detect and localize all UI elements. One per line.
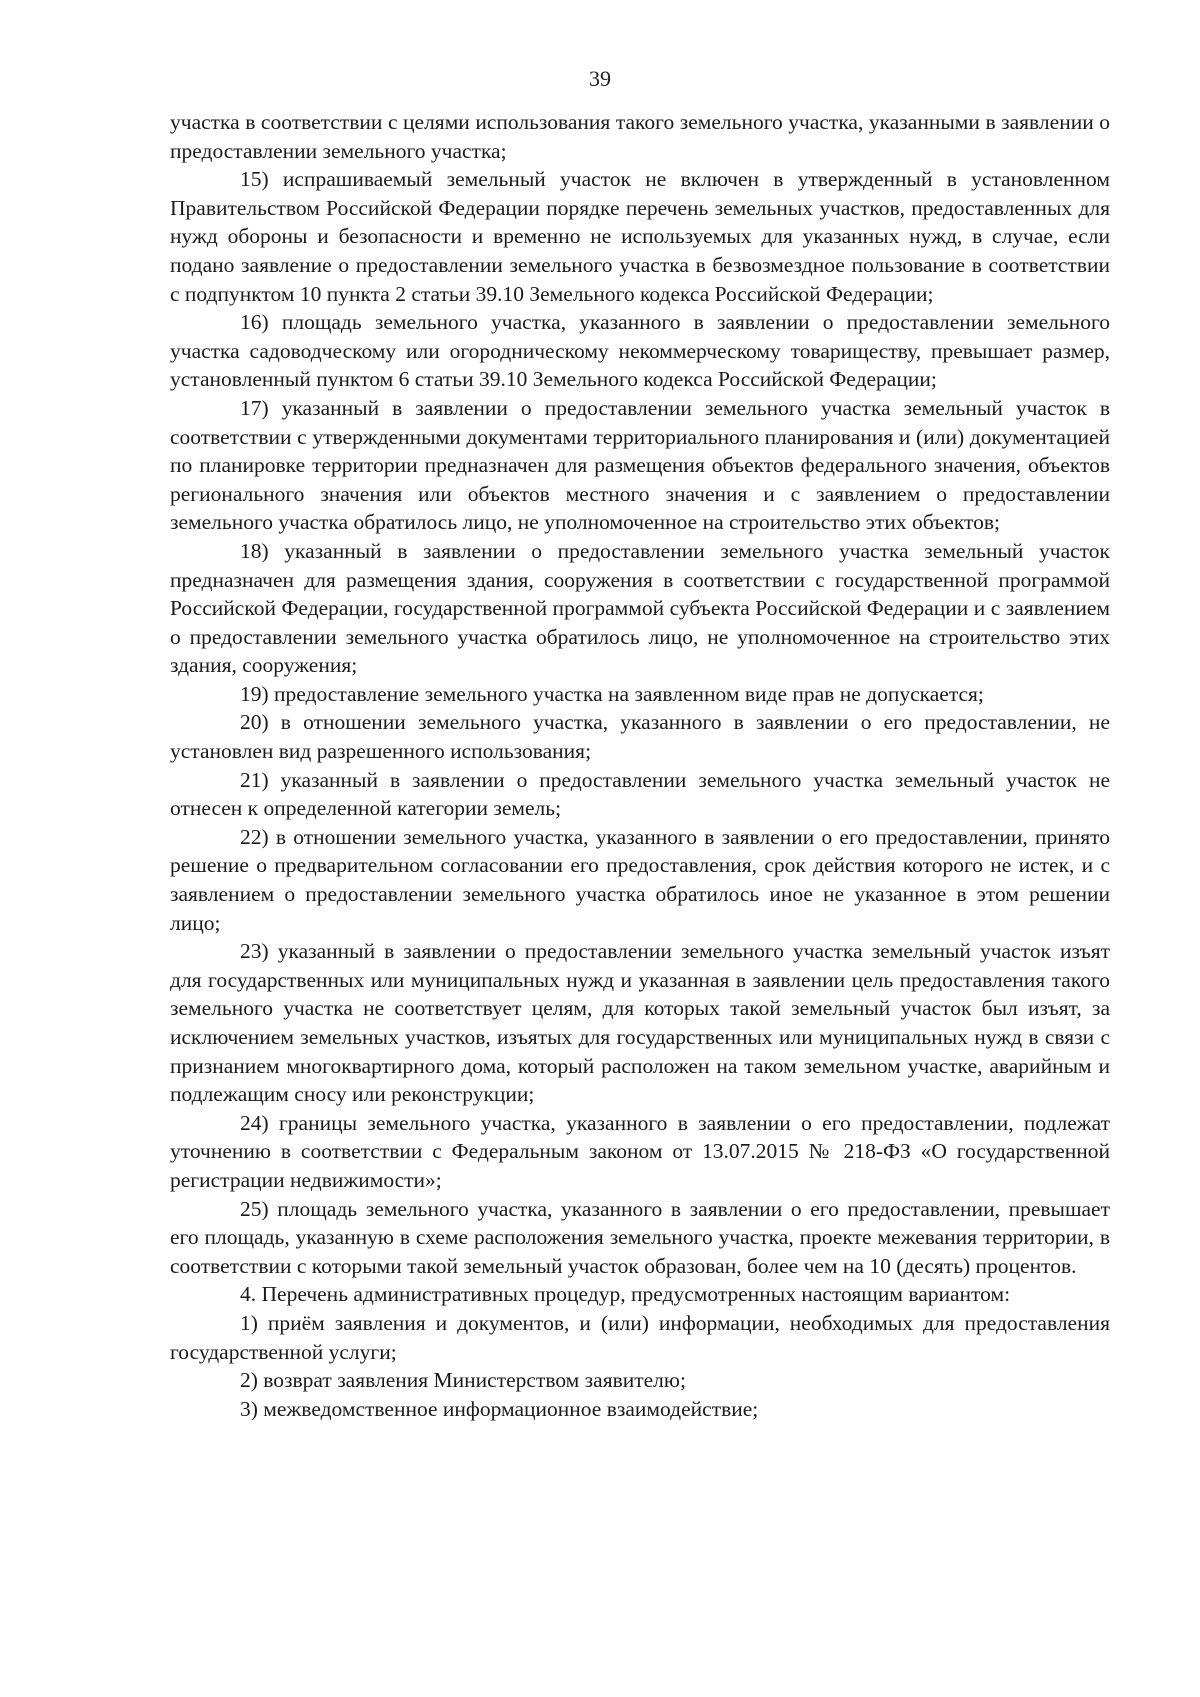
- paragraph: участка в соответствии с целями использования такого земельного участка, указанными в заявлении о предоставлении земельного участка;: [170, 110, 1110, 163]
- paragraph: 3) межведомственное информационное взаимодействие;: [240, 1396, 759, 1421]
- paragraph: 16) площадь земельного участка, указанного в заявлении о предоставлении земельного участка садоводческому или огородническому некоммерческому товариществу, превышает размер, установленный пунктом 6 статьи 39.10 Земельного кодекса Российской Федерации;: [170, 310, 1110, 392]
- paragraph: 2) возврат заявления Министерством заявителю;: [240, 1368, 686, 1393]
- paragraph: 21) указанный в заявлении о предоставлении земельного участка земельный участок не отнесен к определенной категории земель;: [170, 767, 1110, 821]
- paragraph: 19) предоставление земельного участка на заявленном виде прав не допускается;: [240, 681, 984, 706]
- paragraph: 20) в отношении земельного участка, указанного в заявлении о его предоставлении, не установлен вид разрешенного использования;: [170, 710, 1110, 764]
- paragraph: 23) указанный в заявлении о предоставлении земельного участка земельный участок изъят для государственных или муниципальных нужд и указанная в заявлении цель предоставления такого земельного участка не соответствует целям, для которых такой земельный участок был изъят, за исключением земельных участков, изъятых для государственных или муниципальных нужд в связи с признанием многоквартирного дома, который расположен на таком земельном участке, аварийным и подлежащим сносу или реконструкции;: [170, 939, 1110, 1107]
- paragraph: 1) приём заявления и документов, и (или) информации, необходимых для предоставления государственной услуги;: [170, 1310, 1110, 1364]
- paragraph: 18) указанный в заявлении о предоставлении земельного участка земельный участок предназначен для размещения здания, сооружения в соответствии с государственной программой Российской Федерации, государственной программой субъекта Российской Федерации и с заявлением о предоставлении земельного участка обратилось лицо, не уполномоченное на строительство этих здания, сооружения;: [170, 538, 1110, 678]
- page-number: 39: [589, 66, 611, 91]
- paragraph: 17) указанный в заявлении о предоставлении земельного участка земельный участок в соответствии с утвержденными документами территориального планирования и (или) документацией по планировке территории предназначен для размещения объектов федерального значения, объектов регионального значения или объектов местного значения и с заявлением о предоставлении земельного участка обратилось лицо, не уполномоченное на строительство этих объектов;: [170, 395, 1110, 535]
- paragraph: 25) площадь земельного участка, указанного в заявлении о его предоставлении, превышает его площадь, указанную в схеме расположения земельного участка, проекте межевания территории, в соответствии с которыми такой земельный участок образован, более чем на 10 (десять) процентов.: [170, 1196, 1110, 1278]
- paragraph: 22) в отношении земельного участка, указанного в заявлении о его предоставлении, принято решение о предварительном согласовании его предоставления, срок действия которого не истек, и с заявлением о предоставлении земельного участка обратилось иное не указанное в этом решении лицо;: [170, 824, 1110, 935]
- paragraph: 24) границы земельного участка, указанного в заявлении о его предоставлении, подлежат уточнению в соответствии с Федеральным законом от 13.07.2015 № 218-ФЗ «О государственной регистрации недвижимости»;: [170, 1110, 1110, 1192]
- document-body: [170, 108, 1110, 1423]
- paragraph: 4. Перечень административных процедур, предусмотренных настоящим вариантом:: [240, 1282, 1011, 1307]
- paragraph: 15) испрашиваемый земельный участок не включен в утвержденный в установленном Правительством Российской Федерации порядке перечень земельных участков, предоставленных для нужд обороны и безопасности и временно не используемых для указанных нужд, в случае, если подано заявление о предоставлении земельного участка в безвозмездное пользование в соответствии с подпунктом 10 пункта 2 статьи 39.10 Земельного кодекса Российской Федерации;: [170, 167, 1110, 306]
